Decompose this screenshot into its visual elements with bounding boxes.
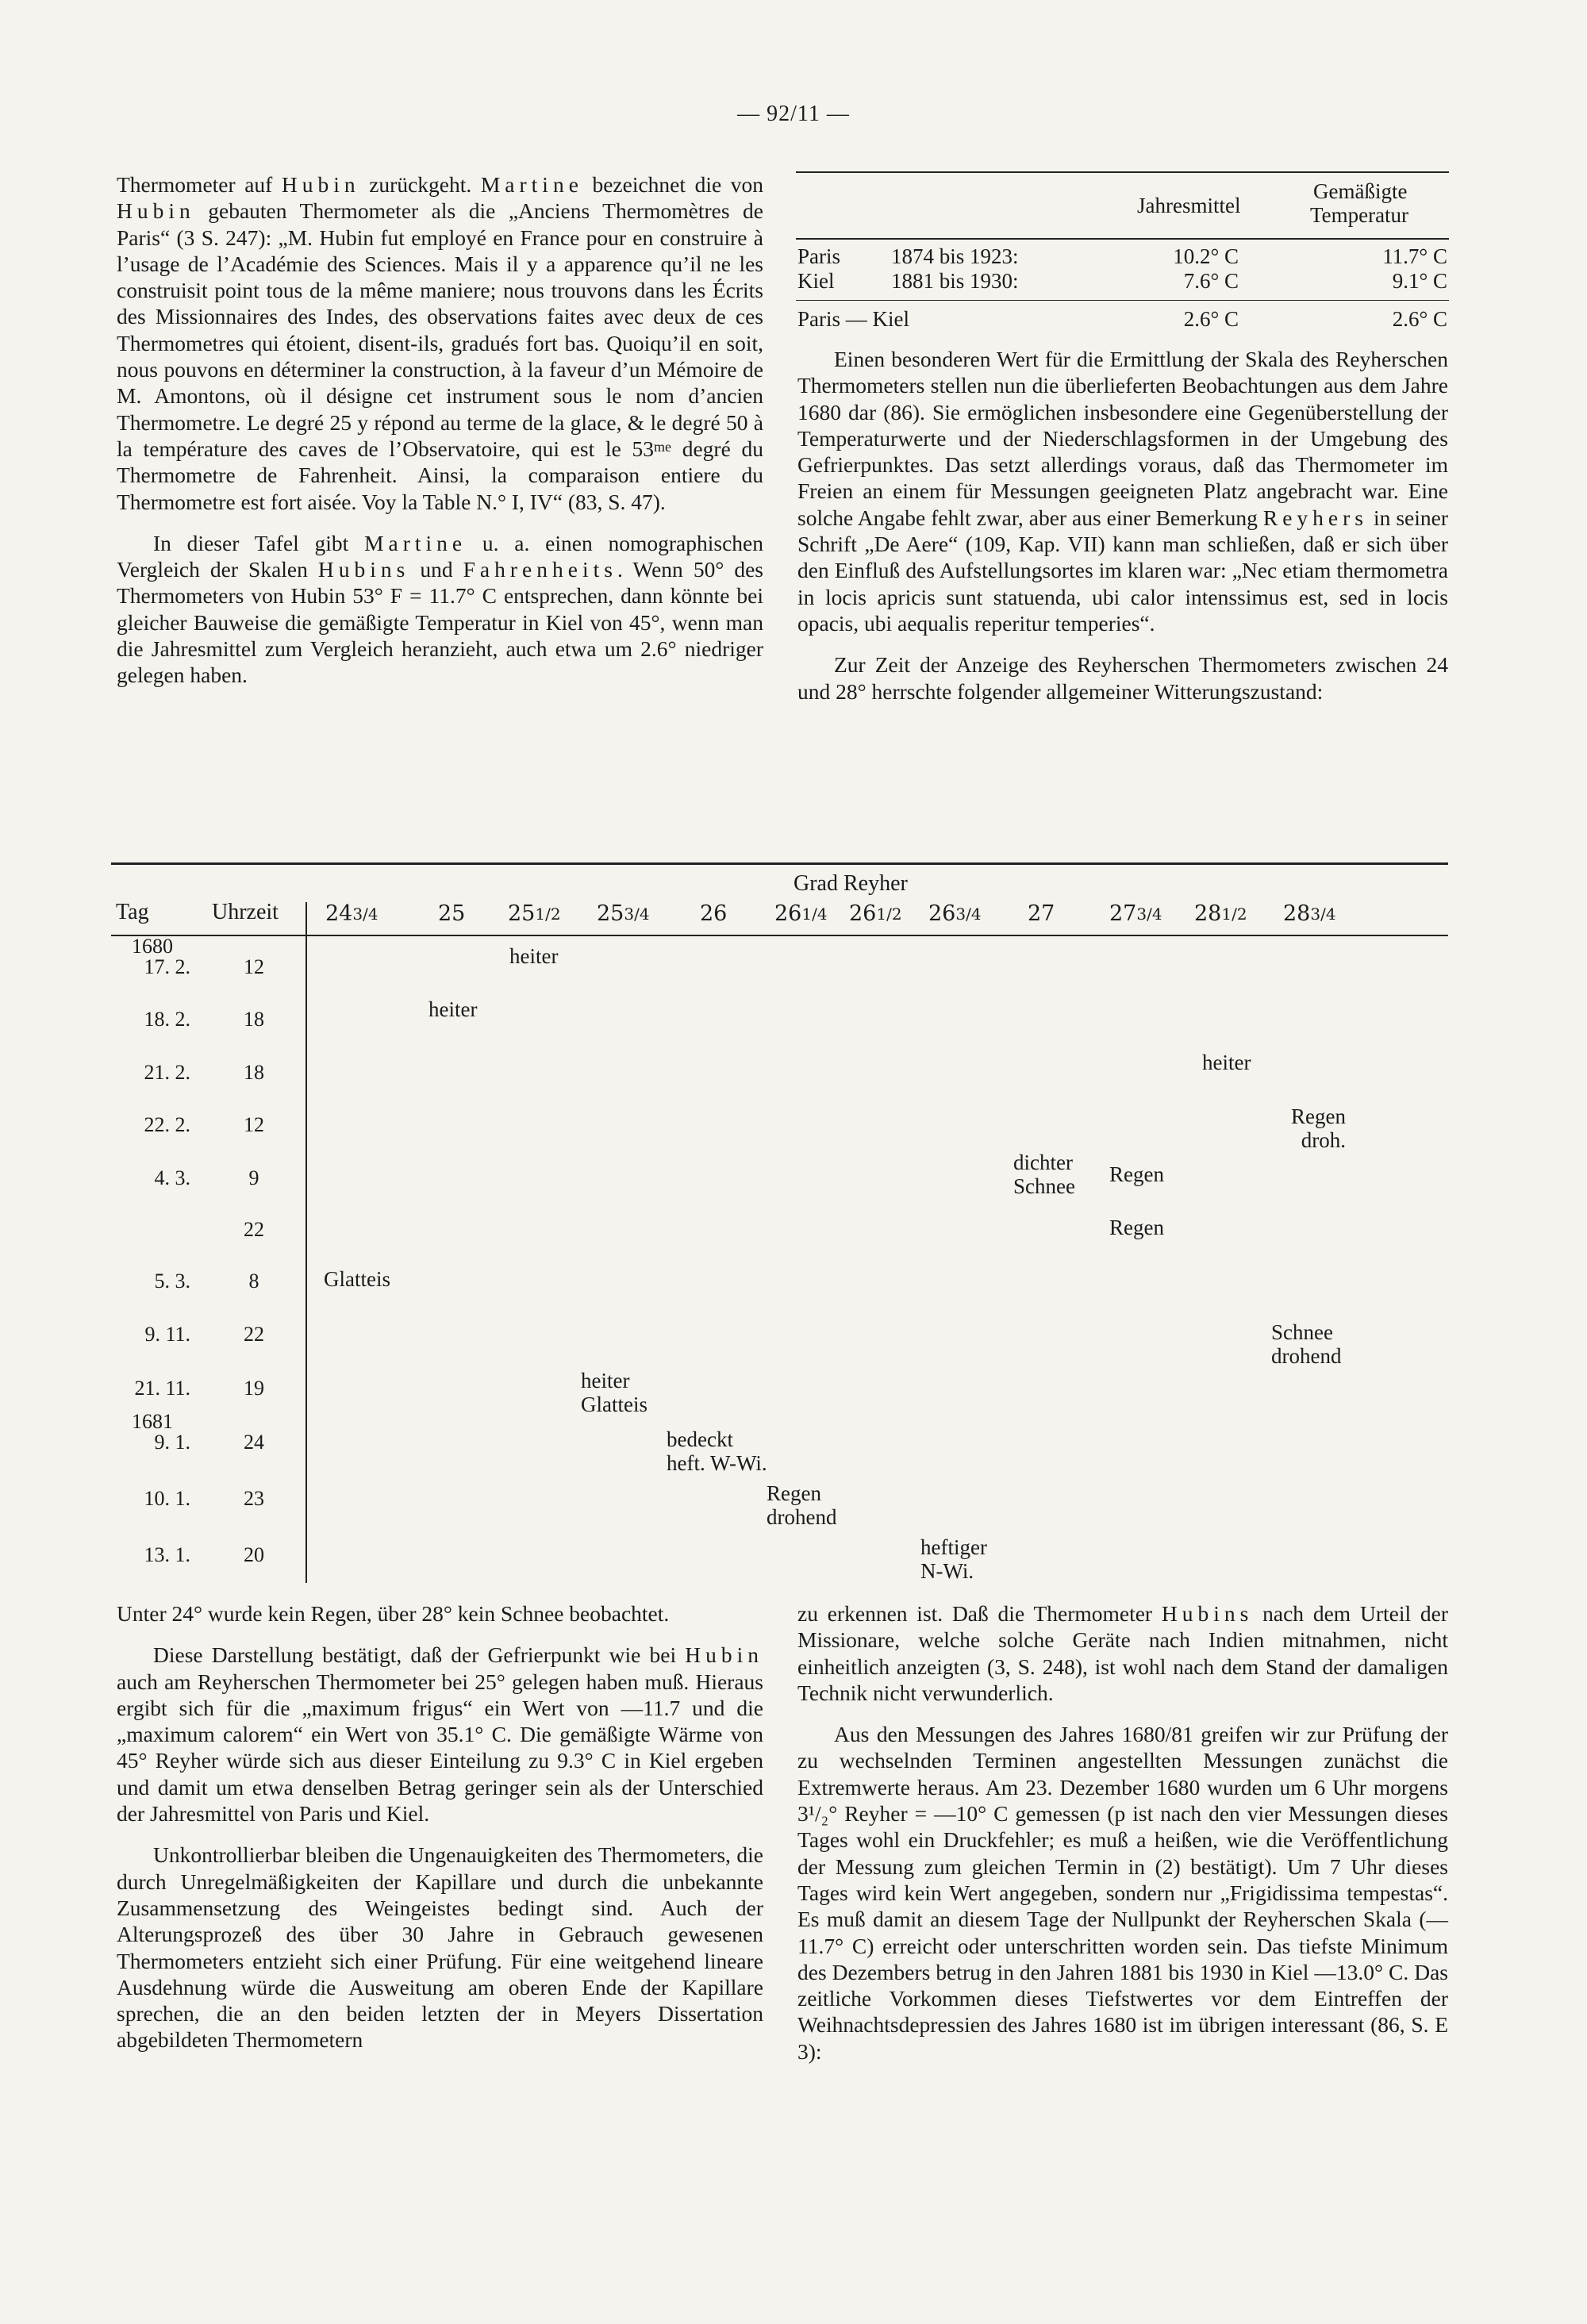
row-paris-temp: 11.7° C xyxy=(1382,244,1447,268)
left-column-bottom xyxy=(117,1600,763,2053)
scale-tick-8: 27 xyxy=(1028,901,1055,926)
weather-entry: dichter Schnee xyxy=(1013,1150,1075,1198)
row-tag: 9. 1. xyxy=(154,1431,190,1454)
row-uhrzeit: 8 xyxy=(248,1270,259,1293)
paragraph-witterung: Zur Zeit der Anzeige des Reyherschen Thermometers zwischen 24 und 28° herrschte folgender allgemeiner Witterungszustand: xyxy=(797,652,1448,704)
paragraph-missionare: zu erkennen ist. Daß die Thermometer Hubins nach dem Urteil der Missionare, welche solche Geräte nach Indien mitnahmen, nicht einheitlich anzeigten (3, S. 248), ist wohl nach dem Stand der damaligen Technik nicht verwunderlich. xyxy=(797,1601,1449,1705)
row-diff-temp: 2.6° C xyxy=(1392,307,1447,331)
row-tag: 10. 1. xyxy=(144,1487,190,1510)
row-tag: 4. 3. xyxy=(154,1166,190,1189)
row-uhrzeit: 19 xyxy=(244,1377,264,1400)
weather-entry: Schnee drohend xyxy=(1271,1320,1342,1368)
scale-tick-7: $26^{3/4}$ xyxy=(928,901,982,926)
weather-entry: bedeckt heft. W-Wi. xyxy=(667,1427,767,1475)
scale-tick-6: $26^{1/2}$ xyxy=(849,901,902,926)
row-year: 1681 xyxy=(132,1410,173,1433)
scale-tick-10: $28^{1/2}$ xyxy=(1194,901,1247,926)
scale-tick-3: $25^{3/4}$ xyxy=(597,901,650,926)
paragraph-reyher-observations: Einen besonderen Wert für die Ermittlung der Skala des Reyherschen Thermometers stellen nun die überlieferten Beobachtungen aus dem Jahre 1680 dar (86). Sie ermöglichen insbesondere eine Gegenüberstellung der Temperaturwerte und der Niederschlagsformen in der Umgebung des Gefrierpunktes. Das setzt allerdings voraus, daß das Thermometer im Freien an einem für Messungen geeigneten Platz angebracht war. Eine solche Angabe fehlt zwar, aber aus einer Bemerkung Reyhers in seiner Schrift „De Aere“ (109, Kap. VII) kann man schließen, daß er sich über den Einfluß des Aufstellungsortes im klaren war: „Nec etiam thermometra in locis apricis sunt statuenda, ubi calor intenssimus est, sed in locis opacis, ubi aequalis reperitur temperies“. xyxy=(797,347,1448,636)
weather-entry: Regen droh. xyxy=(1291,1104,1346,1152)
row-uhrzeit: 24 xyxy=(244,1431,264,1454)
row-paris-mean: 10.2° C xyxy=(1173,244,1239,268)
weather-entry: heftiger N-Wi. xyxy=(920,1535,987,1583)
scale-tick-0: $24^{3/4}$ xyxy=(325,901,378,926)
row-paris-city: Paris xyxy=(797,244,840,268)
header-gemaessigte: Gemäßigte xyxy=(1313,179,1408,203)
row-tag: 22. 2. xyxy=(144,1113,190,1136)
weather-entry: heiter Glatteis xyxy=(581,1369,647,1416)
weather-entry: heiter xyxy=(428,997,478,1021)
weather-entry: heiter xyxy=(1202,1051,1251,1074)
row-uhrzeit: 18 xyxy=(244,1008,264,1031)
row-tag: 21. 11. xyxy=(134,1377,190,1400)
row-tag: 17. 2. xyxy=(144,955,190,978)
header-uhrzeit: Uhrzeit xyxy=(212,900,279,924)
paragraph-unter-24: Unter 24° wurde kein Regen, über 28° kein Schnee beobachtet. xyxy=(117,1601,670,1626)
reyher-weather-table xyxy=(111,862,1448,1587)
right-column-bottom xyxy=(797,1600,1448,2065)
row-tag: 13. 1. xyxy=(144,1543,190,1566)
row-tag: 18. 2. xyxy=(144,1008,190,1031)
row-kiel-period: 1881 bis 1930: xyxy=(891,269,1019,293)
paragraph-ungenauigkeiten: Unkontrollierbar bleiben die Ungenauigkeiten des Thermometers, die durch Unregelmäßigkeiten der Kapillare und durch die unbekannte Zusammensetzung des Weingeistes bedingt sind. Auch der Alterungsprozeß des über 30 Jahre in Gebrauch gewesenen Thermometers entzieht sich einer Prüfung. Für eine weitgehend lineare Ausdehnung würde die Ausweitung am oberen Ende der Kapillare sprechen, die an den beiden letzten der in Meyers Dissertation abgebildeten Thermometern xyxy=(117,1842,763,2053)
paragraph-gefrierpunkt: Diese Darstellung bestätigt, daß der Gefrierpunkt wie bei Hubin auch am Reyherschen Thermometer bei 25° gelegen haben muß. Hieraus ergibt sich für die „maximum frigus“ ein Wert von —11.7 und die „maximum calorem“ ein Wert von 35.1° C. Die gemäßigte Wärme von 45° Reyher würde sich aus dieser Einteilung zu 9.3° C in Kiel ergeben und damit um etwa denselben Betrag geringer sein als der Unterschied der Jahresmittel von Paris und Kiel. xyxy=(117,1642,763,1827)
row-year: 1680 xyxy=(132,935,173,958)
scale-tick-9: $27^{3/4}$ xyxy=(1109,901,1162,926)
left-column-top xyxy=(117,171,763,689)
paragraph-martine-table: In dieser Tafel gibt Martine u. a. einen nomographischen Vergleich der Skalen Hubins und Fahrenheits. Wenn 50° des Thermometers von Hubin 53° F = 11.7° C entsprechen, dann könnte bei gleicher Bauweise die gemäßigte Temperatur in Kiel von 45°, wenn man die Jahresmittel zum Vergleich heranzieht, auch etwa um 2.6° niedriger gelegen haben. xyxy=(117,530,763,688)
weather-entry: Regen drohend xyxy=(767,1481,837,1529)
row-kiel-temp: 9.1° C xyxy=(1392,269,1447,293)
row-uhrzeit: 22 xyxy=(244,1218,264,1241)
row-kiel-city: Kiel xyxy=(797,269,835,293)
scale-tick-2: $25^{1/2}$ xyxy=(508,901,561,926)
page-number: — 92/11 — xyxy=(737,102,850,126)
paragraph-hubin-quote: Thermometer auf Hubin zurückgeht. Martine bezeichnet die von Hubin gebauten Thermometer als die „Anciens Thermomètres de Paris“ (3 S. 247): „M. Hubin fut employé en France pour en construire à l’usage de l’Académie des Sciences. Mais il y a apparence qu’il ne les construisit point tous de la même maniere; nous trouvons dans les Écrits des Missionnaires des Indes, des observations faites avec deux de ces Thermometres qui étoient, disent-ils, gradués fort bas. Quoiqu’il en soit, nous pouvons en déterminer la construction, à la faveur d’un Mémoire de M. Amontons, où il désigne cet instrument sous le nom d’ancien Thermometre. Le degré 25 y répond au terme de la glace, & le degré 50 à la température des caves de l’Observatoire, qui est le $53^{me}$ degré du Thermometre de Fahrenheit. Ainsi, la comparaison entiere du Thermometre est fort aisée. Voy la Table N.° I, IV“ (83, S. 47). xyxy=(117,172,764,514)
row-uhrzeit: 12 xyxy=(244,1113,264,1136)
row-uhrzeit: 12 xyxy=(244,955,264,978)
row-kiel-mean: 7.6° C xyxy=(1183,269,1239,293)
row-uhrzeit: 18 xyxy=(244,1061,264,1084)
scale-tick-4: 26 xyxy=(700,901,728,926)
row-uhrzeit: 22 xyxy=(244,1323,264,1346)
scale-tick-5: $26^{1/4}$ xyxy=(774,901,828,926)
weather-entry: Regen xyxy=(1109,1216,1164,1239)
row-tag: 9. 11. xyxy=(144,1323,190,1346)
row-tag: 21. 2. xyxy=(144,1061,190,1084)
header-grad-reyher: Grad Reyher xyxy=(794,871,908,896)
row-uhrzeit: 20 xyxy=(244,1543,264,1566)
scale-tick-11: $28^{3/4}$ xyxy=(1283,901,1336,926)
row-diff-label: Paris — Kiel xyxy=(797,307,909,331)
paragraph-extremwerte: Aus den Messungen des Jahres 1680/81 greifen wir zur Prüfung der zu wechselnden Terminen angestellten Messungen zunächst die Extremwerte heraus. Am 23. Dezember 1680 wurden um 6 Uhr morgens 3¹/₂° Reyher = —10° C gemessen (p ist nach den vier Messungen dieses Tages wohl ein Druckfehler; es muß a heißen, wie die Veröffentlichung der Messung zum gleichen Termin in (2) bestätigt). Um 7 Uhr dieses Tages wird kein Wert angegeben, sondern nur „Frigidissima tempestas“. Es muß damit an diesem Tage der Nullpunkt der Reyherschen Skala (—11.7° C) erreicht oder unterschritten worden sein. Das tiefste Minimum des Dezembers betrug in den Jahren 1881 bis 1930 in Kiel —13.0° C. Das zeitliche Vorkommen dieses Tiefstwertes vor dem Eintreffen der Weihnachtsdepressien des Jahres 1680 ist im übrigen interessant (86, S. E 3): xyxy=(797,1722,1448,2064)
row-diff-mean: 2.6° C xyxy=(1183,307,1239,331)
scale-tick-1: 25 xyxy=(438,901,466,926)
weather-entry: heiter xyxy=(509,944,559,968)
header-tag: Tag xyxy=(116,900,149,924)
header-jahresmittel: Jahresmittel xyxy=(1137,194,1241,217)
weather-entry: Glatteis xyxy=(324,1267,390,1291)
header-temperatur: Temperatur xyxy=(1310,203,1409,227)
row-uhrzeit: 23 xyxy=(244,1487,264,1510)
row-uhrzeit: 9 xyxy=(248,1166,259,1189)
weather-entry: Regen xyxy=(1109,1162,1164,1186)
right-column-top xyxy=(797,346,1448,705)
row-paris-period: 1874 bis 1923: xyxy=(891,244,1019,268)
row-tag: 5. 3. xyxy=(154,1270,190,1293)
